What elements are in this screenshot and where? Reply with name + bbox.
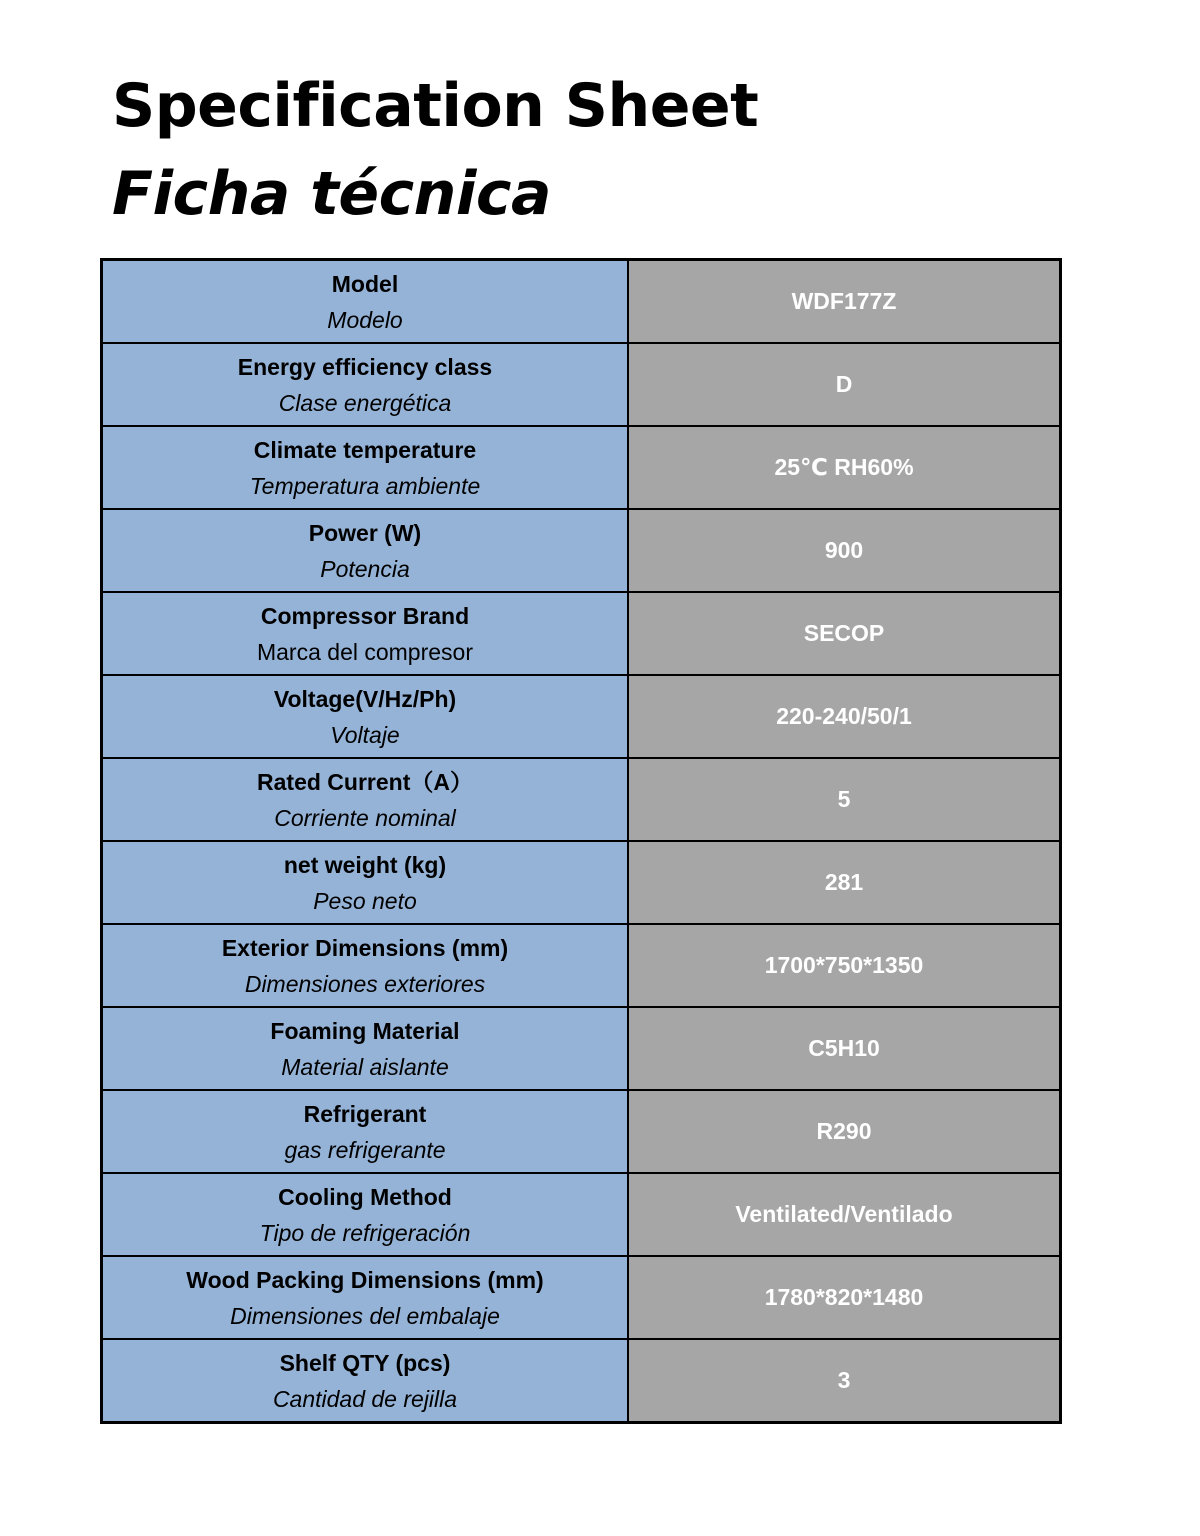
label-spanish: Clase energética	[278, 389, 452, 416]
label-spanish: Voltaje	[330, 721, 400, 748]
label-spanish: Cantidad de rejilla	[272, 1385, 458, 1412]
label-cell	[102, 758, 629, 841]
label-english: Model	[331, 270, 399, 297]
label-english: Wood Packing Dimensions (mm)	[186, 1266, 544, 1293]
value-cell: 5	[628, 758, 1061, 841]
value-cell: Ventilated/Ventilado	[628, 1173, 1061, 1256]
table-row	[102, 592, 1061, 675]
label-spanish: Potencia	[320, 555, 410, 582]
value-cell: 25℃ RH60%	[628, 426, 1061, 509]
label-cell	[102, 1256, 629, 1339]
value-cell: 281	[628, 841, 1061, 924]
label-spanish: gas refrigerante	[284, 1136, 446, 1163]
value-cell: R290	[628, 1090, 1061, 1173]
label-spanish: Modelo	[327, 306, 403, 333]
table-row	[102, 509, 1061, 592]
label-spanish: Peso neto	[313, 887, 417, 914]
label-english: Refrigerant	[303, 1100, 427, 1127]
label-english: Rated Current（A）	[257, 768, 473, 795]
value-cell: 1700*750*1350	[628, 924, 1061, 1007]
table-row	[102, 1007, 1061, 1090]
label-spanish: Material aislante	[281, 1053, 449, 1080]
label-english: Foaming Material	[270, 1017, 460, 1044]
table-row	[102, 343, 1061, 426]
table-row	[102, 1173, 1061, 1256]
table-row	[102, 426, 1061, 509]
table-row	[102, 841, 1061, 924]
label-cell	[102, 841, 629, 924]
label-english: Exterior Dimensions (mm)	[221, 934, 509, 961]
label-english: Shelf QTY (pcs)	[279, 1349, 451, 1376]
value-cell: 900	[628, 509, 1061, 592]
table-row	[102, 1339, 1061, 1423]
label-cell	[102, 343, 629, 426]
table-row	[102, 924, 1061, 1007]
table-row	[102, 675, 1061, 758]
spec-table	[100, 258, 1062, 1424]
label-english: Cooling Method	[278, 1183, 452, 1210]
label-cell	[102, 426, 629, 509]
label-cell	[102, 1090, 629, 1173]
page-title: Specification Sheet	[112, 71, 759, 141]
label-english: Energy efficiency class	[237, 353, 493, 380]
page-subtitle: Ficha técnica	[112, 159, 551, 229]
table-row	[102, 758, 1061, 841]
title-block	[112, 62, 758, 238]
label-spanish: Dimensiones exteriores	[244, 970, 486, 997]
label-cell	[102, 592, 629, 675]
label-cell	[102, 260, 629, 344]
label-spanish: Tipo de refrigeración	[259, 1219, 471, 1246]
label-spanish: Dimensiones del embalaje	[230, 1302, 500, 1329]
label-spanish: Corriente nominal	[274, 804, 456, 831]
label-english: Voltage(V/Hz/Ph)	[273, 685, 457, 712]
label-cell	[102, 924, 629, 1007]
label-cell	[102, 1007, 629, 1090]
value-cell: 1780*820*1480	[628, 1256, 1061, 1339]
label-spanish: Marca del compresor	[256, 638, 474, 665]
label-cell	[102, 509, 629, 592]
label-english: Climate temperature	[253, 436, 477, 463]
label-cell	[102, 675, 629, 758]
value-cell: C5H10	[628, 1007, 1061, 1090]
value-cell: 3	[628, 1339, 1061, 1423]
value-cell: WDF177Z	[628, 260, 1061, 344]
label-english: net weight (kg)	[283, 851, 447, 878]
label-english: Compressor Brand	[260, 602, 470, 629]
label-cell	[102, 1173, 629, 1256]
table-row	[102, 260, 1061, 344]
value-cell: D	[628, 343, 1061, 426]
value-cell: SECOP	[628, 592, 1061, 675]
label-cell	[102, 1339, 629, 1423]
label-spanish: Temperatura ambiente	[249, 472, 481, 499]
value-cell: 220-240/50/1	[628, 675, 1061, 758]
table-row	[102, 1090, 1061, 1173]
label-english: Power (W)	[308, 519, 422, 546]
table-row	[102, 1256, 1061, 1339]
